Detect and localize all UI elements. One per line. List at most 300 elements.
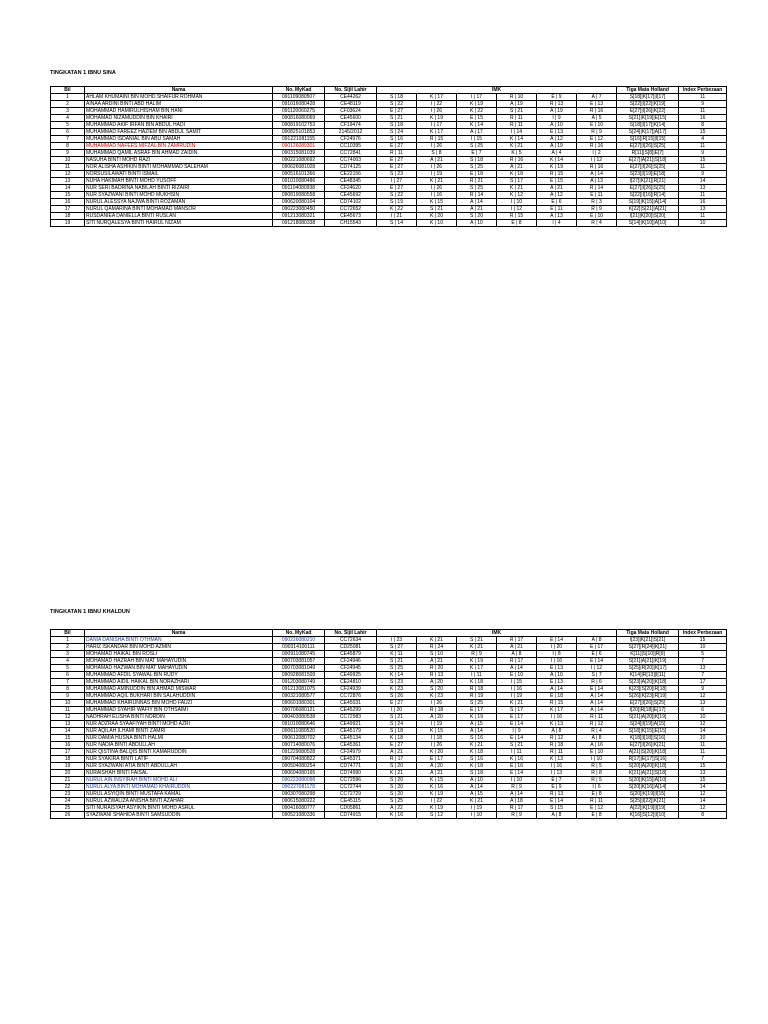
cell-bil: 4 <box>51 115 85 122</box>
cell-mykad: 090928081509 <box>273 672 325 679</box>
table-row <box>51 199 727 206</box>
cell-index: 12 <box>679 805 727 812</box>
cell-nama: MUHAMMAD FAREEZ HAZIEM BIN ABDUL SAMIT <box>85 129 273 136</box>
cell-bil: 15 <box>51 735 85 742</box>
cell-index: 14 <box>679 784 727 791</box>
cell-holland: S[22]|I[16]|R[14] <box>617 192 679 199</box>
cell-imk: R | 15 <box>537 171 577 178</box>
cell-nama: NUR AQILAH ILHAMI BINTI ZAMRI <box>85 728 273 735</box>
header-mykad: No. MyKad <box>273 630 325 637</box>
cell-imk: R | 13 <box>537 101 577 108</box>
cell-bil: 22 <box>51 784 85 791</box>
cell-imk: R | 18 <box>457 686 497 693</box>
cell-nama: AHLAM KHUMAINI BIN MOHD SHAIFUR ROHMAN <box>85 94 273 101</box>
cell-bil: 15 <box>51 192 85 199</box>
cell-imk: A | 13 <box>577 178 617 185</box>
header-bil: Bil <box>51 630 85 637</box>
cell-imk: I | 19 <box>497 693 537 700</box>
cell-sijil: CF24620 <box>325 185 377 192</box>
cell-index: 12 <box>679 791 727 798</box>
cell-imk: I | 10 <box>497 199 537 206</box>
cell-imk: R | 17 <box>497 658 537 665</box>
table-row <box>51 658 727 665</box>
cell-nama: SYAZWANI SHAHIDA BINTI SAMSUDDIN <box>85 812 273 819</box>
cell-imk: A | 8 <box>577 637 617 644</box>
cell-imk: A | 21 <box>537 185 577 192</box>
cell-mykad: 090315081039 <box>273 150 325 157</box>
cell-imk: E | 9 <box>537 94 577 101</box>
cell-imk: A | 19 <box>497 101 537 108</box>
cell-nama: NUR DAMIA HUSNA BINTI HALMI <box>85 735 273 742</box>
cell-imk: E | 10 <box>497 672 537 679</box>
cell-mykad: 090516101366 <box>273 171 325 178</box>
cell-imk: A | 5 <box>577 115 617 122</box>
table-row <box>51 213 727 220</box>
cell-sijil: CE45371 <box>325 756 377 763</box>
cell-imk: E | 14 <box>577 658 617 665</box>
cell-sijil: CD74102 <box>325 199 377 206</box>
cell-mykad: 090403080538 <box>273 714 325 721</box>
cell-nama: MOHAMAD HAIKAL BIN ROSLI <box>85 651 273 658</box>
cell-imk: E | 27 <box>377 700 417 707</box>
table-row <box>51 749 727 756</box>
cell-imk: A | 14 <box>497 791 537 798</box>
header-row <box>51 630 727 637</box>
cell-imk: R | 17 <box>497 637 537 644</box>
cell-nama: MUHAMMAD AIDIL HAIKAL BIN NORAZHARI <box>85 679 273 686</box>
cell-holland: S[18]|I[17]|K[14] <box>617 122 679 129</box>
cell-index: 14 <box>679 178 727 185</box>
cell-bil: 18 <box>51 213 85 220</box>
cell-holland: S[18]|K[15]|E[15] <box>617 728 679 735</box>
table-row <box>51 115 727 122</box>
cell-imk: A | 21 <box>457 206 497 213</box>
cell-bil: 9 <box>51 150 85 157</box>
cell-imk: K | 23 <box>417 693 457 700</box>
cell-imk: K | 13 <box>537 756 577 763</box>
cell-imk: E | 16 <box>497 763 537 770</box>
cell-imk: A | 8 <box>577 735 617 742</box>
cell-imk: S | 7 <box>577 672 617 679</box>
cell-sijil: CC72652 <box>325 206 377 213</box>
cell-sijil: CE45361 <box>325 742 377 749</box>
cell-imk: R | 16 <box>577 143 617 150</box>
cell-holland: S[26]|K[23]|R[19] <box>617 693 679 700</box>
cell-imk: S | 17 <box>497 707 537 714</box>
cell-mykad: 090307080298 <box>273 791 325 798</box>
cell-imk: I | 20 <box>537 644 577 651</box>
cell-bil: 18 <box>51 756 85 763</box>
cell-bil: 1 <box>51 637 85 644</box>
table-row <box>51 129 727 136</box>
cell-imk: S | 19 <box>377 199 417 206</box>
cell-bil: 7 <box>51 136 85 143</box>
cell-index: 13 <box>679 770 727 777</box>
cell-imk: S | 20 <box>377 777 417 784</box>
cell-index: 14 <box>679 798 727 805</box>
cell-index: 9 <box>679 686 727 693</box>
cell-imk: I | 4 <box>537 220 577 227</box>
cell-sijil: CE45299 <box>325 707 377 714</box>
cell-index: 13 <box>679 700 727 707</box>
cell-imk: I | 22 <box>417 101 457 108</box>
header-holland: Tiga Mata Holland <box>617 87 679 94</box>
cell-imk: I | 26 <box>417 164 457 171</box>
cell-imk: I | 17 <box>417 122 457 129</box>
cell-nama: MUHAMMAD ISDANIAL BIN ABU SAMAH <box>85 136 273 143</box>
cell-imk: S | 24 <box>377 129 417 136</box>
cell-imk: S | 10 <box>417 651 457 658</box>
cell-imk: K | 16 <box>417 784 457 791</box>
cell-imk: I | 10 <box>577 756 617 763</box>
cell-mykad: 090314100111 <box>273 644 325 651</box>
cell-imk: R | 6 <box>577 679 617 686</box>
cell-imk: I | 11 <box>457 672 497 679</box>
cell-imk: R | 14 <box>577 185 617 192</box>
cell-imk: R | 5 <box>577 763 617 770</box>
cell-imk: E | 8 <box>497 220 537 227</box>
cell-imk: K | 19 <box>537 164 577 171</box>
cell-mykad: 091016080428 <box>273 101 325 108</box>
cell-bil: 2 <box>51 644 85 651</box>
cell-sijil: CF24976 <box>325 136 377 143</box>
cell-imk: I | 22 <box>417 798 457 805</box>
cell-imk: A | 21 <box>417 658 457 665</box>
cell-imk: S | 18 <box>377 728 417 735</box>
cell-nama: NUR SYAKIRA BINTI LATIF <box>85 756 273 763</box>
cell-bil: 8 <box>51 143 85 150</box>
table-row <box>51 220 727 227</box>
cell-nama: NUR SYAZWANI ATIA BINTI ABDULLAH <box>85 763 273 770</box>
cell-imk: E | 14 <box>497 770 537 777</box>
cell-imk: A | 18 <box>497 798 537 805</box>
table-row <box>51 700 727 707</box>
cell-imk: A | 21 <box>497 644 537 651</box>
cell-imk: I | 17 <box>457 94 497 101</box>
cell-index: 10 <box>679 644 727 651</box>
cell-imk: R | 4 <box>577 220 617 227</box>
cell-mykad: 091229080528 <box>273 749 325 756</box>
cell-index: 9 <box>679 171 727 178</box>
cell-sijil: CC74003 <box>325 157 377 164</box>
cell-imk: I | 14 <box>497 129 537 136</box>
cell-imk: R | 13 <box>417 672 457 679</box>
cell-mykad: 090819080558 <box>273 192 325 199</box>
cell-imk: K | 23 <box>377 686 417 693</box>
cell-holland: S[24]|I[19]|A[15] <box>617 721 679 728</box>
cell-sijil: CC72744 <box>325 784 377 791</box>
cell-mykad: 090601080301 <box>273 700 325 707</box>
cell-imk: I | 15 <box>457 136 497 143</box>
cell-nama: NADHRAH ELISHA BINTI NORDIN <box>85 714 273 721</box>
cell-mykad: 090816080069 <box>273 115 325 122</box>
cell-imk: E | 10 <box>577 122 617 129</box>
cell-mykad: 090321080577 <box>273 693 325 700</box>
cell-imk: I | 18 <box>417 735 457 742</box>
cell-bil: 12 <box>51 171 85 178</box>
cell-index: 11 <box>679 164 727 171</box>
cell-imk: E | 11 <box>537 206 577 213</box>
cell-imk: A | 10 <box>537 122 577 129</box>
cell-holland: S[20]|K[15]|A[10] <box>617 777 679 784</box>
cell-imk: E | 10 <box>577 213 617 220</box>
cell-mykad: 090819102753 <box>273 122 325 129</box>
cell-index: 14 <box>679 728 727 735</box>
cell-imk: K | 17 <box>457 665 497 672</box>
cell-imk: I | 19 <box>457 805 497 812</box>
table-row <box>51 728 727 735</box>
cell-imk: R | 21 <box>457 178 497 185</box>
cell-holland: S[18]|K[17]|I[17] <box>617 94 679 101</box>
cell-holland: I[23]|K[21]|S[21] <box>617 637 679 644</box>
cell-sijil: CC72596 <box>325 777 377 784</box>
cell-sijil: CD05861 <box>325 805 377 812</box>
cell-nama: MOHAMAD HAZRAH BIN MAT MAHAYUDIN <box>85 658 273 665</box>
cell-imk: I | 9 <box>497 728 537 735</box>
cell-bil: 1 <box>51 94 85 101</box>
cell-imk: K | 15 <box>417 199 457 206</box>
cell-imk: E | 14 <box>537 798 577 805</box>
cell-imk: S | 21 <box>377 658 417 665</box>
cell-imk: K | 16 <box>377 812 417 819</box>
cell-imk: K | 16 <box>497 756 537 763</box>
cell-imk: R | 11 <box>497 115 537 122</box>
header-nama: Nama <box>85 87 273 94</box>
cell-imk: A | 19 <box>537 108 577 115</box>
cell-holland: S[25]|I[22]|K[21] <box>617 798 679 805</box>
cell-imk: E | 6 <box>577 651 617 658</box>
cell-index: 11 <box>679 108 727 115</box>
cell-imk: S | 16 <box>457 756 497 763</box>
cell-imk: R | 11 <box>577 798 617 805</box>
cell-imk: A | 16 <box>577 742 617 749</box>
cell-holland: I[20]|R[18]|E[17] <box>617 707 679 714</box>
cell-sijil: CE49925 <box>325 672 377 679</box>
cell-holland: I[27]|K[21]|R[21] <box>617 178 679 185</box>
cell-imk: K | 20 <box>417 749 457 756</box>
cell-imk: E | 27 <box>377 185 417 192</box>
cell-imk: R | 9 <box>577 206 617 213</box>
cell-nama: NURUL ALESSYA NAJWA BINTI ROZAMAN <box>85 199 273 206</box>
cell-index: 11 <box>679 143 727 150</box>
cell-imk: S | 25 <box>377 665 417 672</box>
cell-holland: S[27]|R[24]|K[21] <box>617 644 679 651</box>
cell-imk: R | 9 <box>497 784 537 791</box>
cell-imk: E | 15 <box>537 178 577 185</box>
cell-nama: MUHAMMAD AKIF IRFAN BIN ABDUL HADI <box>85 122 273 129</box>
cell-mykad: 090227081178 <box>273 784 325 791</box>
cell-imk: I | 8 <box>537 651 577 658</box>
cell-imk: I | 26 <box>417 742 457 749</box>
cell-imk: E | 27 <box>377 108 417 115</box>
cell-index: 7 <box>679 672 727 679</box>
table-row <box>51 742 727 749</box>
cell-imk: E | 13 <box>537 679 577 686</box>
cell-imk: I | 16 <box>497 686 537 693</box>
cell-bil: 19 <box>51 220 85 227</box>
cell-index: 15 <box>679 637 727 644</box>
cell-imk: K | 15 <box>417 728 457 735</box>
cell-imk: I | 12 <box>497 206 537 213</box>
cell-mykad: 090626081028 <box>273 164 325 171</box>
cell-imk: R | 17 <box>377 756 417 763</box>
cell-holland: K[22]|S[21]|A[21] <box>617 206 679 213</box>
cell-holland: E[27]|I[26]|K[21] <box>617 742 679 749</box>
cell-mykad: 090612080702 <box>273 735 325 742</box>
cell-imk: S | 21 <box>377 714 417 721</box>
cell-nama: MUHAMMAD NAFEES MIFZAL BIN ZAMIRUDIN <box>85 143 273 150</box>
cell-imk: E | 6 <box>537 199 577 206</box>
cell-nama: MUHAMMAD QAMIL ASRAF BIN AHMAD ZAIDIN <box>85 150 273 157</box>
cell-imk: A | 13 <box>537 213 577 220</box>
cell-sijil: CE24810 <box>325 679 377 686</box>
cell-imk: I | 11 <box>497 749 537 756</box>
table-row <box>51 150 727 157</box>
table-row <box>51 171 727 178</box>
cell-bil: 14 <box>51 185 85 192</box>
cell-sijil: CE45692 <box>325 192 377 199</box>
cell-index: 6 <box>679 707 727 714</box>
table-row <box>51 784 727 791</box>
cell-holland: E[27]|I[26]|S[25] <box>617 185 679 192</box>
cell-nama: NURUL ASYIQIN BINTI MUSTAFA KAMAL <box>85 791 273 798</box>
cell-imk: S | 25 <box>457 143 497 150</box>
cell-imk: I | 26 <box>417 108 457 115</box>
cell-imk: S | 16 <box>457 735 497 742</box>
cell-nama: NUR SERI BADRINA NABILAH BINTI RIZAIRI <box>85 185 273 192</box>
cell-holland: E[27]|A[21]|S[18] <box>617 157 679 164</box>
cell-bil: 8 <box>51 686 85 693</box>
cell-imk: K | 21 <box>497 185 537 192</box>
cell-bil: 5 <box>51 122 85 129</box>
cell-holland: S[21]|K[19]|E[15] <box>617 115 679 122</box>
table-row <box>51 143 727 150</box>
cell-nama: SITI NURQALESYA BINTI HAIRUL NIZAM <box>85 220 273 227</box>
cell-imk: S | 16 <box>377 136 417 143</box>
cell-imk: K | 11 <box>377 651 417 658</box>
cell-sijil: CH15543 <box>325 220 377 227</box>
cell-imk: I | 19 <box>417 721 457 728</box>
cell-holland: K[23]|S[20]|R[18] <box>617 686 679 693</box>
table-row <box>51 644 727 651</box>
cell-imk: R | 4 <box>577 728 617 735</box>
cell-imk: S | 18 <box>457 157 497 164</box>
cell-bil: 11 <box>51 707 85 714</box>
cell-index: 10 <box>679 714 727 721</box>
cell-imk: R | 9 <box>497 812 537 819</box>
cell-bil: 24 <box>51 798 85 805</box>
cell-holland: S[24]|K[17]|A[17] <box>617 129 679 136</box>
cell-mykad: 090714080076 <box>273 742 325 749</box>
cell-imk: K | 18 <box>497 171 537 178</box>
cell-imk: R | 3 <box>577 199 617 206</box>
cell-imk: K | 19 <box>417 115 457 122</box>
cell-nama: NUR ADZRAA SYAAFIYAH BINTI MOHD AZRI <box>85 721 273 728</box>
cell-imk: E | 11 <box>577 192 617 199</box>
cell-imk: K | 21 <box>417 637 457 644</box>
cell-bil: 21 <box>51 777 85 784</box>
cell-index: 11 <box>679 192 727 199</box>
cell-nama: NURUL ALYA BINTI MOHAMAD KHAIRUDDIN <box>85 784 273 791</box>
cell-imk: E | 18 <box>537 693 577 700</box>
cell-sijil: CC72983 <box>325 714 377 721</box>
cell-imk: E | 27 <box>377 164 417 171</box>
cell-imk: A | 21 <box>497 164 537 171</box>
cell-imk: K | 12 <box>497 192 537 199</box>
cell-imk: S | 18 <box>377 122 417 129</box>
cell-imk: E | 17 <box>457 707 497 714</box>
cell-imk: R | 16 <box>577 108 617 115</box>
cell-sijil: CD74771 <box>325 763 377 770</box>
cell-sijil: CE45134 <box>325 735 377 742</box>
cell-imk: A | 19 <box>537 143 577 150</box>
cell-index: 13 <box>679 185 727 192</box>
cell-imk: R | 12 <box>537 735 577 742</box>
table-row <box>51 721 727 728</box>
cell-mykad: 090703081057 <box>273 658 325 665</box>
cell-nama: MUHAMMAD AMINUDDIN BIN AHMAD MISWAR <box>85 686 273 693</box>
cell-imk: K | 19 <box>457 101 497 108</box>
cell-imk: A | 14 <box>577 700 617 707</box>
cell-nama: MUHAMMAD AQIL BUKHARI BIN SALAHUDDIN <box>85 693 273 700</box>
cell-bil: 4 <box>51 658 85 665</box>
cell-holland: E[27]|I[26]|K[22] <box>617 108 679 115</box>
cell-imk: E | 7 <box>457 150 497 157</box>
cell-imk: I | 16 <box>537 714 577 721</box>
cell-imk: S | 20 <box>377 791 417 798</box>
cell-bil: 6 <box>51 129 85 136</box>
cell-sijil: CE22156 <box>325 171 377 178</box>
cell-nama: NUR QISTINA BALQIS BINTI KAMARUDDIN <box>85 749 273 756</box>
cell-imk: S | 20 <box>417 686 457 693</box>
cell-imk: I | 9 <box>537 115 577 122</box>
cell-bil: 10 <box>51 700 85 707</box>
cell-imk: S | 21 <box>457 637 497 644</box>
cell-holland: S[25]|R[20]|K[17] <box>617 665 679 672</box>
cell-imk: A | 12 <box>537 136 577 143</box>
cell-holland: S[21]|A[21]|K[19] <box>617 658 679 665</box>
cell-imk: S | 12 <box>417 812 457 819</box>
cell-index: 11 <box>679 749 727 756</box>
table-row <box>51 206 727 213</box>
cell-holland: S[22]|I[22]|K[19] <box>617 101 679 108</box>
cell-holland: S[20]|A[20]|K[18] <box>617 763 679 770</box>
cell-mykad: 090223080098 <box>273 777 325 784</box>
cell-bil: 19 <box>51 763 85 770</box>
cell-holland: S[14]|K[10]|A[10] <box>617 220 679 227</box>
cell-imk: K | 19 <box>457 714 497 721</box>
cell-imk: A | 4 <box>537 150 577 157</box>
cell-imk: A | 15 <box>457 791 497 798</box>
cell-sijil: CE44262 <box>325 94 377 101</box>
cell-imk: A | 14 <box>577 707 617 714</box>
cell-bil: 3 <box>51 651 85 658</box>
cell-imk: I | 10 <box>457 812 497 819</box>
cell-imk: A | 8 <box>497 651 537 658</box>
cell-holland: K[21]|A[21]|S[18] <box>617 770 679 777</box>
cell-imk: K | 18 <box>457 749 497 756</box>
cell-index: 15 <box>679 763 727 770</box>
cell-imk: A | 14 <box>577 171 617 178</box>
cell-nama: MUHAMMAD KHAIRUNNAS BIN MOHD FAUZI <box>85 700 273 707</box>
cell-bil: 6 <box>51 672 85 679</box>
cell-imk: I | 6 <box>577 784 617 791</box>
cell-imk: I | 10 <box>497 777 537 784</box>
cell-index: 15 <box>679 157 727 164</box>
cell-sijil: CE45600 <box>325 115 377 122</box>
cell-sijil: CD74125 <box>325 164 377 171</box>
cell-imk: S | 15 <box>537 805 577 812</box>
